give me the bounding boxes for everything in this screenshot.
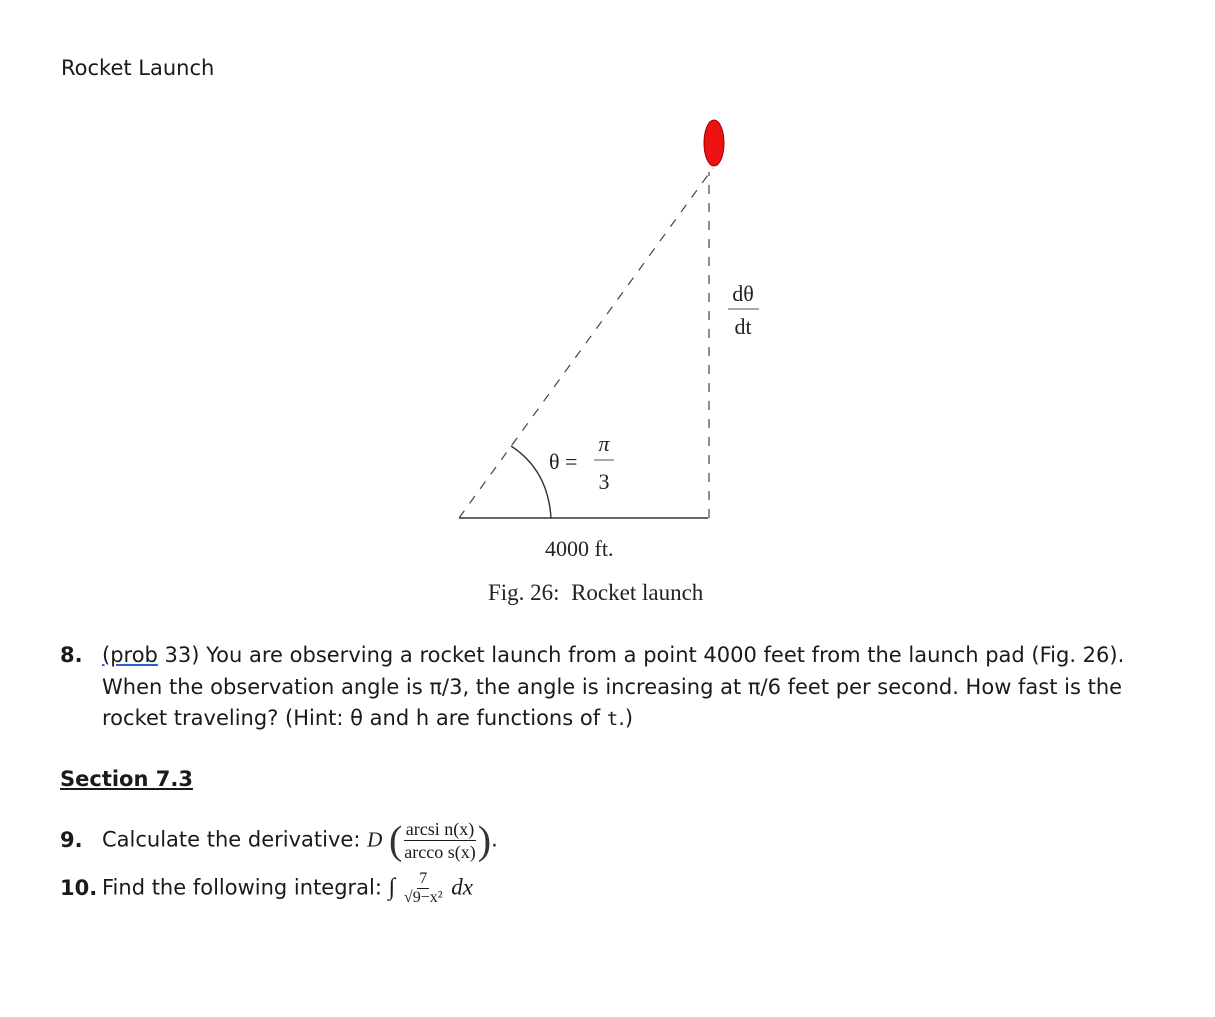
- derivative-fraction: [402, 818, 477, 863]
- right-paren: ): [477, 817, 492, 863]
- problem-line-3b: .): [618, 706, 634, 730]
- angle-numerator: π: [598, 431, 610, 456]
- angle-lhs: θ =: [549, 449, 578, 474]
- integral-sign: ∫: [388, 874, 396, 901]
- problem-line-1: 33) You are observing a rocket launch from a point 4000 feet from the launch pad (Fig. 26).: [157, 643, 1125, 667]
- derivative-operator: D: [367, 827, 383, 852]
- rate-numerator: dθ: [732, 281, 754, 306]
- caption-text: Rocket launch: [571, 580, 704, 605]
- caption-number: Fig. 26:: [488, 580, 560, 605]
- problem-8: [60, 640, 1150, 736]
- section-heading: Section 7.3: [60, 767, 193, 791]
- derivative-denominator: arcco s(x): [404, 842, 476, 862]
- problem-variable-t: t: [606, 708, 619, 730]
- left-paren: (: [388, 817, 403, 863]
- angle-arc: [511, 446, 551, 518]
- integrand-numerator: 7: [419, 870, 428, 887]
- page-title: Rocket Launch: [61, 56, 215, 80]
- problem-line-2: When the observation angle is π/3, the angle is increasing at π/6 feet per second. How fast is the: [102, 674, 1123, 699]
- problem-ref: (prob: [102, 643, 158, 667]
- base-distance-label: 4000 ft.: [545, 536, 614, 561]
- exercise-10: [60, 870, 473, 907]
- rocket: [704, 120, 724, 166]
- figure-caption: [488, 580, 703, 606]
- derivative-numerator: arcsi n(x): [405, 819, 475, 839]
- problem-number: 8.: [60, 643, 83, 667]
- differential: dx: [451, 874, 473, 900]
- problem-line-3a: rocket traveling? (Hint: θ and h are functions of: [102, 706, 607, 730]
- angle-denominator: 3: [598, 469, 610, 494]
- exercise-number: 10.: [60, 875, 98, 900]
- exercise-9: [60, 818, 498, 863]
- sight-line: [459, 168, 713, 518]
- problem-body: [102, 640, 1150, 736]
- rate-denominator: dt: [734, 314, 752, 339]
- exercise-suffix: .: [491, 827, 498, 852]
- integrand-denominator: √9−x²: [403, 889, 443, 906]
- integrand-fraction: [402, 870, 445, 907]
- exercise-prompt: Calculate the derivative:: [102, 827, 368, 852]
- exercise-number: 9.: [60, 827, 83, 852]
- exercise-prompt: Find the following integral:: [102, 875, 389, 900]
